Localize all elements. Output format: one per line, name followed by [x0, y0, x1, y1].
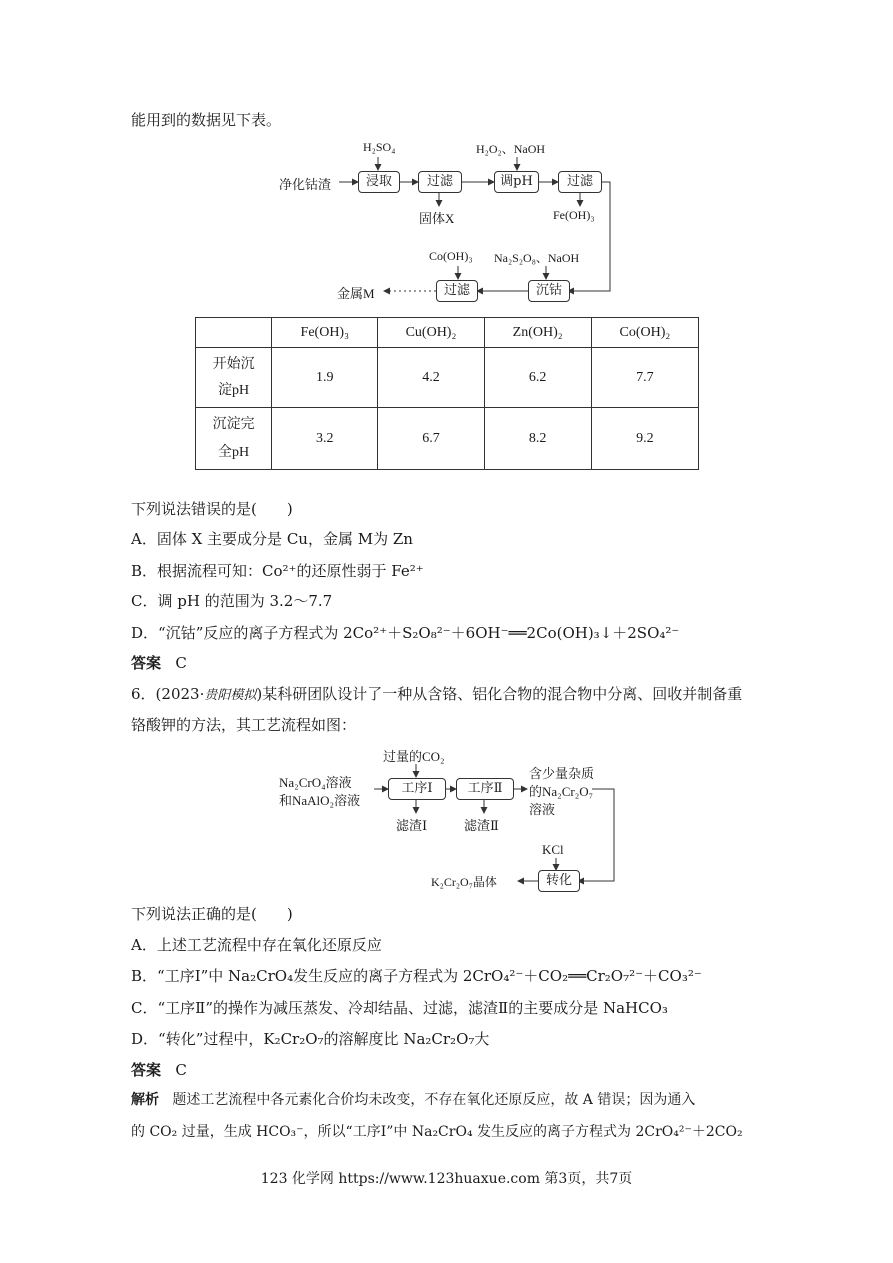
- reagent-co2: 过量的CO₂: [383, 749, 445, 764]
- q6-stem: 下列说法正确的是( ): [131, 905, 293, 923]
- q6-number: 6．(2023·: [131, 685, 205, 703]
- table-header-cell: [196, 318, 272, 348]
- step-adjust-ph-box: 调pH: [494, 171, 539, 193]
- q5-answer: [131, 653, 187, 673]
- step-process1-box: 工序Ⅰ: [388, 778, 446, 800]
- feoh3-label: Fe(OH)₃: [553, 208, 595, 222]
- step-process2-box: 工序Ⅱ: [456, 778, 514, 800]
- q6-option-a: A．上述工艺流程中存在氧化还原反应: [131, 936, 382, 954]
- step-filter3-box: 过滤: [436, 280, 478, 302]
- q6-line1-text: )某科研团队设计了一种从含铬、铝化合物的混合物中分离、回收并制备重: [256, 685, 743, 703]
- answer-label: 答案: [131, 1061, 162, 1079]
- reagent-na2s2o8-naoh: Na₂S₂O₈、NaOH: [494, 251, 580, 265]
- analysis-label: 解析: [131, 1092, 159, 1108]
- table-row: [196, 348, 699, 408]
- answer-value: C: [175, 654, 187, 672]
- table-header-cell: Zn(OH)₂: [484, 318, 591, 348]
- table-cell: 3.2: [272, 408, 378, 470]
- q6-answer: [131, 1060, 187, 1080]
- q5-option-b: B．根据流程可知：Co²⁺的还原性弱于 Fe²⁺: [131, 562, 424, 580]
- flow-start-label: 净化钴渣: [279, 177, 332, 192]
- step-filter1-box: 过滤: [418, 171, 462, 193]
- q5-option-d: D．“沉钴”反应的离子方程式为 2Co²⁺＋S₂O₈²⁻＋6OH⁻══2Co(OH)₃↓＋2SO₄²⁻: [131, 624, 680, 642]
- flow2-start-b: 和NaAlO₂溶液: [279, 793, 361, 808]
- solid-x-label: 固体X: [419, 211, 455, 226]
- table-header-row: [196, 318, 699, 348]
- step-filter2-box: 过滤: [558, 171, 602, 193]
- row-label-line: 沉淀完: [212, 416, 255, 432]
- step-leach-box: 浸取: [358, 171, 400, 193]
- table-cell: 4.2: [378, 348, 484, 408]
- table-cell: 8.2: [484, 408, 591, 470]
- table-header-cell: Cu(OH)₂: [378, 318, 484, 348]
- table-cell: 9.2: [591, 408, 698, 470]
- q6-source: 贵阳模拟: [204, 688, 257, 703]
- q6-line1: [131, 684, 742, 706]
- q6-line2: 铬酸钾的方法，其工艺流程如图：: [131, 716, 357, 734]
- q6-option-c: C．“工序Ⅱ”的操作为减压蒸发、冷却结晶、过滤，滤渣Ⅱ的主要成分是 NaHCO₃: [131, 999, 668, 1017]
- cooh3-label: Co(OH)₃: [429, 249, 473, 263]
- row-label-complete-ph: [196, 408, 272, 470]
- table-cell: 6.2: [484, 348, 591, 408]
- answer-label: 答案: [131, 654, 162, 672]
- reagent-kcl: KCl: [542, 842, 564, 857]
- table-cell: 6.7: [378, 408, 484, 470]
- q6-option-b: B．“工序Ⅰ”中 Na₂CrO₄发生反应的离子方程式为 2CrO₄²⁻＋CO₂══Cr₂O₇²⁻＋CO₃²⁻: [131, 967, 702, 985]
- reagent-h2o2-naoh: H₂O₂、NaOH: [476, 142, 546, 156]
- flow2-start-a: Na₂CrO₄溶液: [279, 775, 352, 790]
- residue1-label: 滤渣Ⅰ: [396, 818, 428, 833]
- q6-analysis-line1: [131, 1090, 695, 1110]
- table-row: [196, 408, 699, 470]
- flow2-right-b: 的Na₂Cr₂O₇: [529, 784, 594, 799]
- q5-option-c: C．调 pH 的范围为 3.2～7.7: [131, 592, 333, 610]
- table-header-cell: Fe(OH)₃: [272, 318, 378, 348]
- table-header-cell: Co(OH)₂: [591, 318, 698, 348]
- q5-option-a: A．固体 X 主要成分是 Cu，金属 M为 Zn: [131, 530, 413, 548]
- ph-data-table: [195, 317, 699, 470]
- metal-m-label: 金属M: [337, 286, 375, 301]
- row-label-line: 淀pH: [218, 382, 250, 398]
- reagent-h2so4: H₂SO₄: [363, 140, 396, 154]
- table-cell: 1.9: [272, 348, 378, 408]
- flow2-right-a: 含少量杂质: [529, 766, 595, 781]
- row-label-start-ph: [196, 348, 272, 408]
- row-label-line: 开始沉: [212, 356, 255, 372]
- table-cell: 7.7: [591, 348, 698, 408]
- intro-text: 能用到的数据见下表。: [131, 111, 282, 129]
- q5-stem: 下列说法错误的是( ): [131, 500, 293, 518]
- page-footer: 123 化学网 https://www.123huaxue.com 第3页，共7页: [260, 1171, 633, 1187]
- step-conversion-box: 转化: [538, 870, 580, 892]
- row-label-line: 全pH: [218, 444, 250, 460]
- product-label: K₂Cr₂O₇晶体: [431, 875, 497, 889]
- q6-analysis-line2: 的 CO₂ 过量，生成 HCO₃⁻，所以“工序Ⅰ”中 Na₂CrO₄ 发生反应的离子方程式为 2CrO₄²⁻＋2CO₂: [131, 1124, 743, 1140]
- residue2-label: 滤渣Ⅱ: [464, 818, 499, 833]
- step-precipitate-co-box: 沉钴: [528, 280, 570, 302]
- analysis-text: 题述工艺流程中各元素化合价均未改变，不存在氧化还原反应，故 A 错误；因为通入: [172, 1092, 696, 1108]
- answer-value: C: [175, 1061, 187, 1079]
- flow2-right-c: 溶液: [529, 802, 556, 817]
- q6-option-d: D．“转化”过程中，K₂Cr₂O₇的溶解度比 Na₂Cr₂O₇大: [131, 1030, 490, 1048]
